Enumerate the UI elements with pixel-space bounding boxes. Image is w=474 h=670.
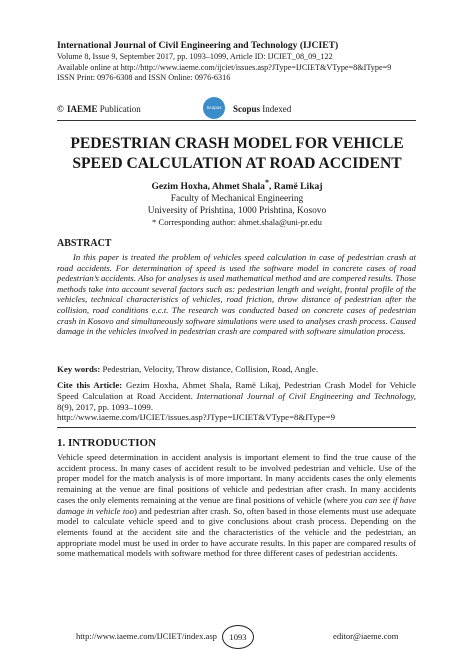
citation-rest: 8(9), 2017, pp. 1093–1099. (57, 401, 154, 412)
paper-title (40, 134, 434, 173)
journal-name: International Journal of Civil Engineering and Technology (IJCIET) (57, 40, 339, 51)
header-divider (57, 120, 416, 121)
journal-issn-line: ISSN Print: 0976-6308 and ISSN Online: 0976-6316 (57, 73, 231, 83)
journal-volume-line: Volume 8, Issue 9, September 2017, pp. 1093–1099, Article ID: IJCIET_08_09_122 (57, 52, 333, 61)
corresponding-author: * Corresponding author: ahmet.shala@uni-pr.edu (152, 217, 322, 228)
affiliation (40, 194, 434, 229)
keywords (57, 364, 416, 374)
page-footer (0, 625, 474, 649)
scopus-name: Scopus (233, 104, 261, 114)
scopus-logo-icon: Scopus (203, 97, 225, 119)
iaeme-publication (67, 104, 141, 114)
citation-block (57, 380, 416, 423)
journal-header (57, 40, 427, 84)
iaeme-name: IAEME (67, 104, 98, 114)
keywords-text: Pedestrian, Velocity, Throw distance, Collision, Road, Angle. (100, 364, 319, 374)
introduction-heading: 1. INTRODUCTION (57, 437, 157, 449)
intro-text-1: Vehicle speed determination in accident analysis is important element to find the true cause of the accident process. In many cases of accident result to be involved pedestrian and vehicle. Use of the proper model for the match analysis is of more important. In many accidents cases the only elements remaining at the venue are final positions of vehicle and pedestrian after crash. In many accidents cases the only elements remaining at the venue are final positions of vehicle (where (57, 452, 416, 505)
footer-url-link[interactable]: http://www.iaeme.com/IJCIET/index.asp (76, 631, 217, 641)
affiliation-faculty: Faculty of Mechanical Engineering (170, 194, 304, 204)
scopus-indexed (233, 104, 291, 114)
abstract-heading: ABSTRACT (57, 238, 112, 249)
abstract-text: In this paper is treated the problem of vehicles speed calculation in case of pedestrian crash at road accidents. For determination of speed is used the software model in concrete cases of road pedestrian’s accidents. Also for analyses is used mathematical method and are compered results. Those methods take into account several factors such as: pedestrian length and weight, frontal profile of the vehicles, technical characteristics of vehicles, road friction, throw distance of pedestrian after the collision, road conditions e.c.t. The research was conducted based on concrete cases of pedestrian crash in Kosovo and simultaneously software simulations were used to analyses crash process. Caused damage in the vehicles involved in pedestrian crash are compared with software simulation process. (57, 252, 416, 337)
author-names-1: Gezim Hoxha, Ahmet Shala (151, 181, 265, 193)
page-number: 1093 (222, 625, 254, 649)
publication-word: Publication (97, 104, 141, 114)
section-divider (57, 427, 416, 428)
indexed-word: Indexed (260, 104, 292, 114)
intro-text-italic: you can see if have damage in vehicle too (57, 494, 417, 516)
keywords-label: Key words: (57, 364, 101, 374)
citation-journal: International Journal of Civil Engineering and Technology, (196, 390, 417, 401)
citation-url-link[interactable]: http://www.iaeme.com/IJCIET/issues.asp?JType=IJCIET&VType=8&IType=9 (57, 412, 336, 423)
citation-text: Gezim Hoxha, Ahmet Shala, Ramë Likaj, Pedestrian Crash Model for Vehicle Speed Calculation at Road Accident. (57, 380, 417, 401)
copyright-icon: © (57, 104, 64, 114)
footer-email-link[interactable]: editor@iaeme.com (333, 631, 399, 641)
intro-text-2: ) and pedestrian after crash. So, often based in those elements must use adequate model to calculate vehicle speed and to give conclusions about crash process. Depending on the elements found at the accident site and the characteristics of the vehicle and the pedestrian, an appropriate model must be used in order to have accurate results. In this paper are compared results of some mathematical models with software method for three different cases of pedestrian accidents. (57, 505, 416, 559)
affiliation-university: University of Prishtina, 1000 Prishtina, Kosovo (147, 205, 327, 216)
citation-label: Cite this Article: (57, 380, 123, 390)
author-list (40, 178, 434, 192)
publisher-row (57, 102, 417, 118)
title-line-2: SPEED CALCULATION AT ROAD ACCIDENT (72, 154, 402, 172)
author-names-2: , Ramë Likaj (268, 181, 323, 193)
corresponding-mark: * (264, 178, 269, 187)
introduction-text (57, 452, 416, 559)
title-line-1: PEDESTRIAN CRASH MODEL FOR VEHICLE (70, 135, 404, 152)
journal-available-line[interactable]: Available online at http://http://www.iaeme.com/ijciet/issues.asp?JType=IJCIET&VType=8&IType=9 (57, 62, 392, 72)
